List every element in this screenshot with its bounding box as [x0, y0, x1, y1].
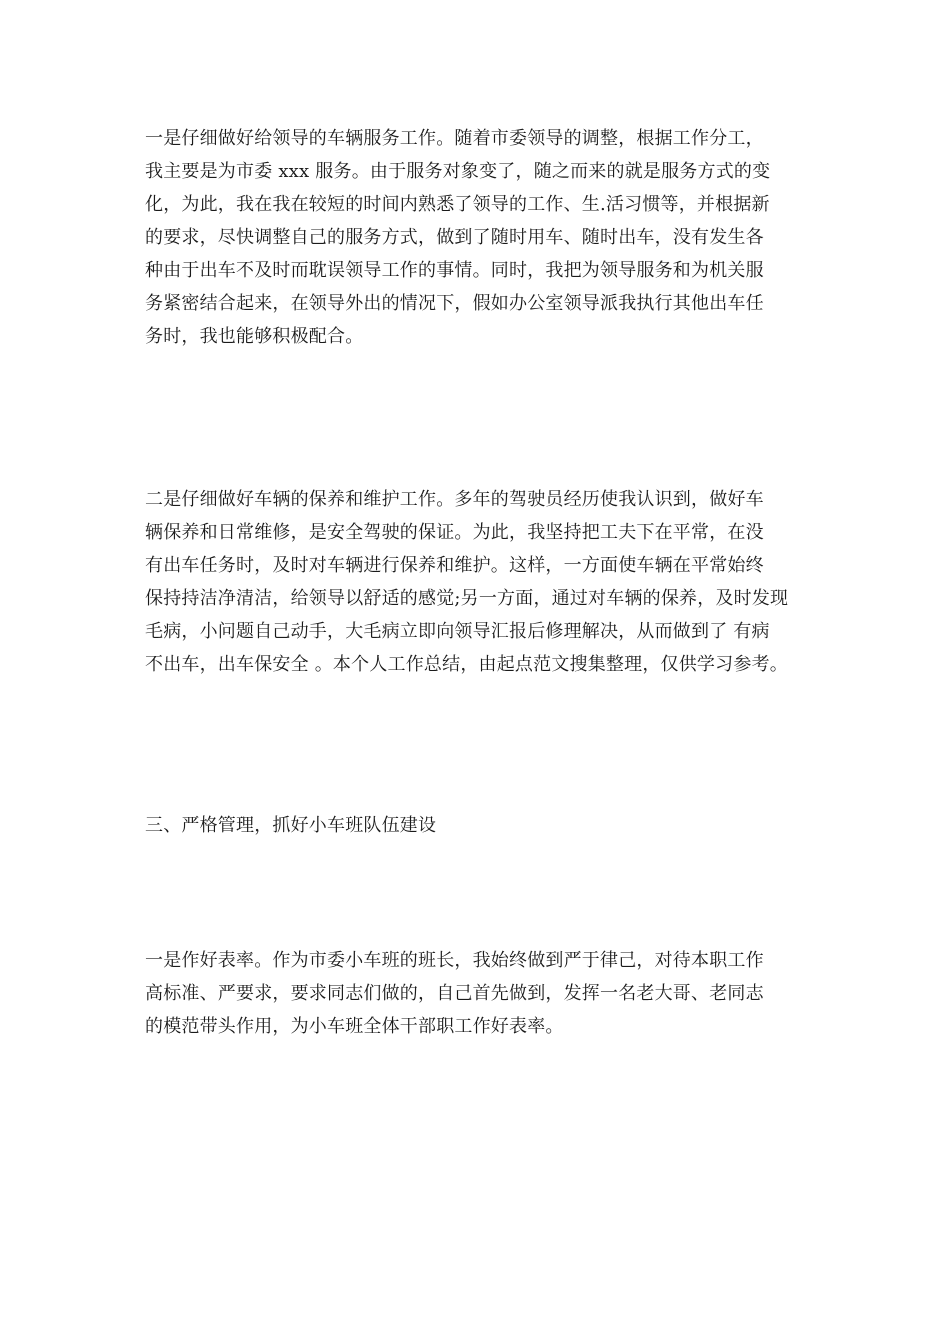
text-line: 毛病，小问题自己动手，大毛病立即向领导汇报后修理解决，从而做到了 有病 [145, 621, 770, 642]
text-line: 有出车任务时，及时对车辆进行保养和维护。这样，一方面使车辆在平常始终 [145, 555, 764, 576]
text-line: 务紧密结合起来，在领导外出的情况下，假如办公室领导派我执行其他出车任 [145, 293, 764, 314]
text-line: 的要求，尽快调整自己的服务方式，做到了随时用车、随时出车，没有发生各 [145, 227, 764, 248]
paragraph-set-example [145, 944, 835, 1043]
text-line: 的模范带头作用，为小车班全体干部职工作好表率。 [145, 1016, 564, 1037]
paragraph-vehicle-service [145, 122, 835, 353]
text-line: 高标准、严要求，要求同志们做的，自己首先做到，发挥一名老大哥、老同志 [145, 983, 764, 1004]
text-line: 辆保养和日常维修，是安全驾驶的保证。为此，我坚持把工夫下在平常，在没 [145, 522, 764, 543]
text-line: 一是作好表率。作为市委小车班的班长，我始终做到严于律己，对待本职工作 [145, 950, 764, 971]
paragraph-vehicle-maintenance [145, 483, 835, 681]
section-heading: 三、严格管理，抓好小车班队伍建设 [145, 815, 437, 836]
text-line: 二是仔细做好车辆的保养和维护工作。多年的驾驶员经历使我认识到，做好车 [145, 489, 764, 510]
text-line: 种由于出车不及时而耽误领导工作的事情。同时，我把为领导服务和为机关服 [145, 260, 764, 281]
text-line: 我主要是为市委 xxx 服务。由于服务对象变了，随之而来的就是服务方式的变 [145, 161, 771, 182]
text-line: 不出车，出车保安全 。本个人工作总结，由起点范文搜集整理，仅供学习参考。 [145, 654, 788, 675]
section-heading-team-building [145, 809, 835, 842]
text-line: 务时，我也能够积极配合。 [145, 326, 364, 347]
text-line: 化，为此，我在我在较短的时间内熟悉了领导的工作、生.活习惯等，并根据新 [145, 194, 770, 215]
text-line: 一是仔细做好给领导的车辆服务工作。随着市委领导的调整，根据工作分工， [145, 128, 764, 149]
text-line: 保持持洁净清洁，给领导以舒适的感觉;另一方面，通过对车辆的保养，及时发现 [145, 588, 789, 609]
